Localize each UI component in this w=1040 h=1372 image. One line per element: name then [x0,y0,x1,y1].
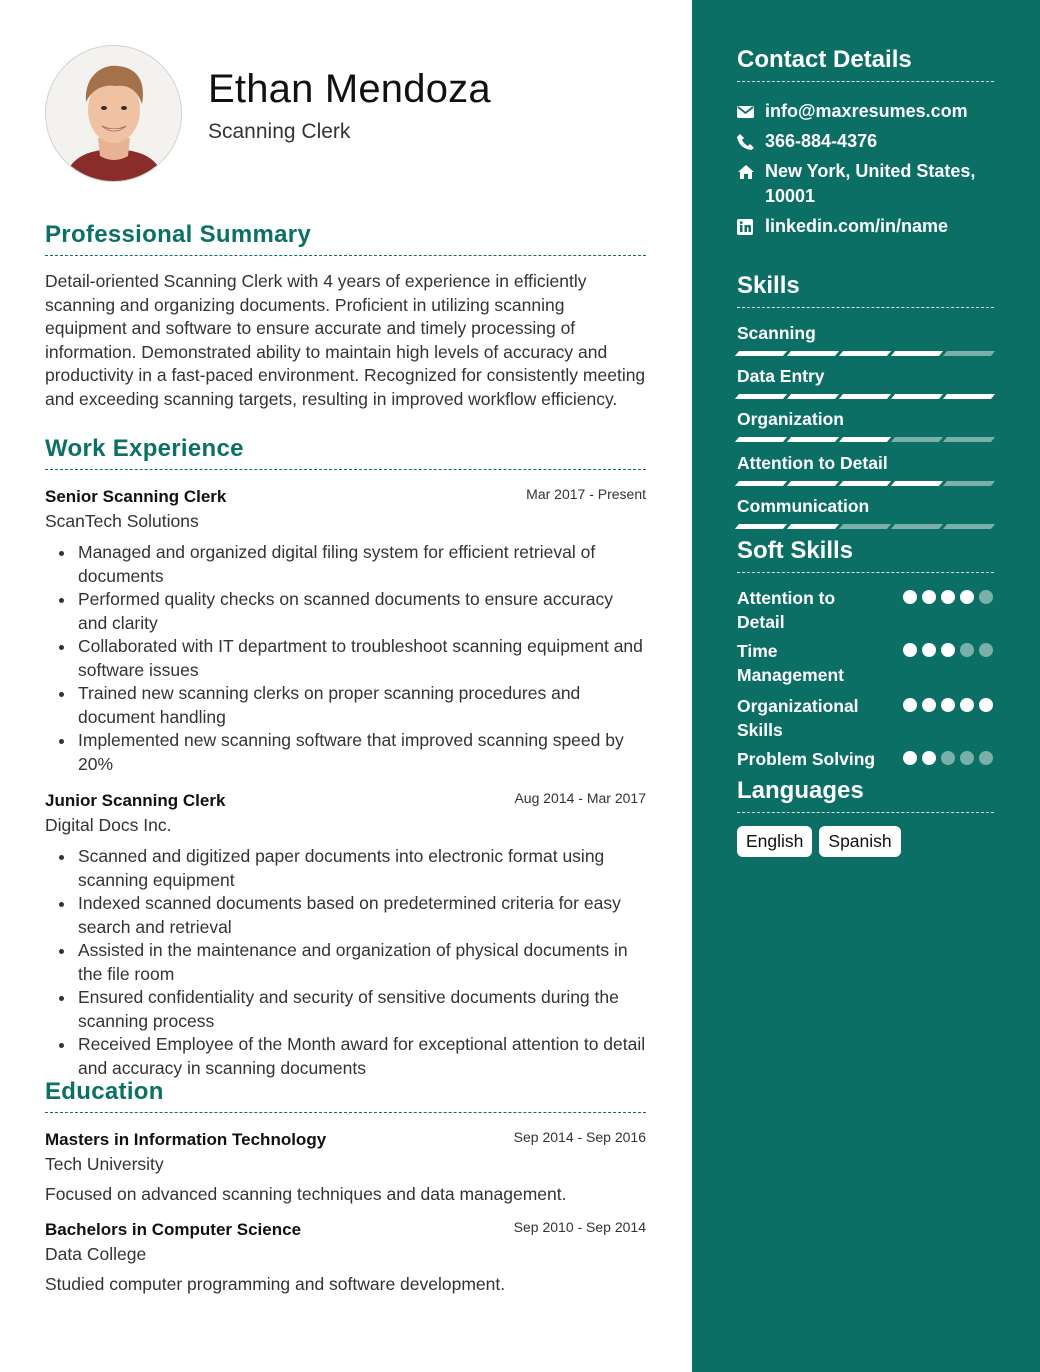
soft-skill-item [737,639,994,687]
skill-level-segment [891,437,943,442]
job-bullet: Scanned and digitized paper documents into electronic format using scanning equipment [45,845,646,892]
candidate-name: Ethan Mendoza [208,67,491,111]
education-description: Studied computer programming and software development. [45,1274,506,1294]
job-bullet: Implemented new scanning software that improved scanning speed by 20% [45,729,646,776]
skill-level-segment [735,437,787,442]
skill-item [737,365,994,399]
skill-level-segment [839,524,891,529]
linkedin-icon [737,219,755,235]
summary-text: Detail-oriented Scanning Clerk with 4 years of experience in efficiently scanning and organizing documents. Proficient in utilizing scanning equipment and software to ensure accurate and timely processing of information. Demonstrated ability to maintain high levels of accuracy and productivity in a fast-paced environment. Recognized for consistently meeting and exceeding scanning targets, resulting in improved workflow efficiency. [45,271,646,409]
job-bullets [45,845,646,1080]
phone-icon [737,134,755,150]
skill-level-segment [891,394,943,399]
skill-level-segment [787,524,839,529]
rating-dot [941,698,955,712]
languages-heading: Languages [737,777,994,813]
rating-dot [922,751,936,765]
skill-name: Data Entry [737,366,825,386]
skill-level-segment [787,437,839,442]
job-bullet: Indexed scanned documents based on predetermined criteria for easy search and retrieval [45,892,646,939]
skill-level-segment [787,481,839,486]
soft-skill-name: Organizational Skills [737,696,859,740]
soft-skill-rating [903,643,993,657]
skill-level-bar [737,394,994,399]
rating-dot [922,643,936,657]
soft-skill-item [737,747,994,771]
school: Data College [45,1244,147,1264]
rating-dot [903,698,917,712]
summary-heading: Professional Summary [45,221,646,256]
education-entry [45,1219,646,1296]
job-role: Junior Scanning Clerk [45,791,226,810]
job-bullet: Collaborated with IT department to troubleshoot scanning equipment and software issues [45,635,646,682]
skill-item [737,322,994,356]
skill-name: Scanning [737,323,816,343]
skill-level-bar [737,481,994,486]
rating-dot [922,698,936,712]
job-dates: Mar 2017 - Present [526,486,646,502]
address-text: New York, United States, 10001 [765,161,976,206]
language-badge: Spanish [819,826,900,857]
rating-dot [960,590,974,604]
contact-list [737,99,994,239]
education-description: Focused on advanced scanning techniques and data management. [45,1184,567,1204]
skill-level-segment [787,394,839,399]
skill-level-segment [943,351,995,356]
soft-skill-rating [903,590,993,604]
envelope-icon [737,104,755,120]
skill-level-segment [735,351,787,356]
rating-dot [960,643,974,657]
skill-level-segment [735,394,787,399]
job-bullet: Performed quality checks on scanned documents to ensure accuracy and clarity [45,588,646,635]
education-dates: Sep 2010 - Sep 2014 [513,1219,646,1235]
skill-level-segment [891,524,943,529]
sidebar [692,0,1040,1372]
soft-skill-rating [903,698,993,712]
language-badge: English [737,826,812,857]
job-bullet: Received Employee of the Month award for exceptional attention to detail and accuracy in scanning documents [45,1033,646,1080]
skill-level-segment [839,394,891,399]
rating-dot [941,751,955,765]
skill-level-segment [943,437,995,442]
education-heading: Education [45,1078,646,1113]
skills-heading: Skills [737,272,994,308]
skill-level-bar [737,437,994,442]
skill-level-segment [839,351,891,356]
linkedin-text: linkedin.com/in/name [765,216,949,236]
skill-level-segment [839,437,891,442]
skill-name: Communication [737,496,870,516]
contact-linkedin[interactable] [737,214,994,239]
rating-dot [922,590,936,604]
soft-skill-name: Problem Solving [737,749,876,769]
skill-level-bar [737,524,994,529]
soft-skills-heading: Soft Skills [737,537,994,573]
rating-dot [960,751,974,765]
soft-skill-item [737,694,994,742]
rating-dot [903,751,917,765]
rating-dot [979,698,993,712]
rating-dot [941,590,955,604]
job-bullet: Managed and organized digital filing system for efficient retrieval of documents [45,541,646,588]
skill-level-segment [943,481,995,486]
contact-phone[interactable] [737,129,994,154]
skill-level-bar [737,351,994,356]
resume-header [45,45,665,185]
skill-level-segment [839,481,891,486]
skill-level-segment [891,481,943,486]
candidate-title: Scanning Clerk [208,120,351,143]
job-bullet: Assisted in the maintenance and organization of physical documents in the file room [45,939,646,986]
job-company: ScanTech Solutions [45,511,199,531]
job-bullet: Trained new scanning clerks on proper scanning procedures and document handling [45,682,646,729]
soft-skill-item [737,586,994,634]
rating-dot [979,643,993,657]
contact-email[interactable] [737,99,994,124]
education-entry [45,1129,646,1206]
job-bullet: Ensured confidentiality and security of sensitive documents during the scanning process [45,986,646,1033]
skill-level-segment [943,524,995,529]
soft-skill-name: Attention to Detail [737,588,836,632]
school: Tech University [45,1154,164,1174]
soft-skill-name: Time Management [737,641,844,685]
skill-level-segment [735,481,787,486]
rating-dot [979,590,993,604]
skill-item [737,495,994,529]
job-entry [45,790,646,1080]
degree: Masters in Information Technology [45,1130,327,1149]
home-icon [737,164,755,180]
degree: Bachelors in Computer Science [45,1220,302,1239]
job-dates: Aug 2014 - Mar 2017 [514,790,646,806]
job-role: Senior Scanning Clerk [45,487,227,506]
rating-dot [960,698,974,712]
skill-level-segment [735,524,787,529]
contact-heading: Contact Details [737,46,994,82]
skill-name: Organization [737,409,844,429]
phone-text: 366-884-4376 [765,131,878,151]
skill-name: Attention to Detail [737,453,888,473]
rating-dot [903,643,917,657]
skill-item [737,408,994,442]
language-list [737,826,901,857]
profile-photo [46,46,182,182]
education-dates: Sep 2014 - Sep 2016 [513,1129,646,1145]
skill-level-segment [891,351,943,356]
job-bullets [45,541,646,776]
rating-dot [903,590,917,604]
email-text: info@maxresumes.com [765,101,968,121]
skill-level-segment [943,394,995,399]
experience-heading: Work Experience [45,435,646,470]
skill-level-segment [787,351,839,356]
rating-dot [941,643,955,657]
contact-address [737,159,994,209]
skill-item [737,452,994,486]
job-entry [45,486,646,776]
job-company: Digital Docs Inc. [45,815,172,835]
avatar [45,45,182,182]
rating-dot [979,751,993,765]
soft-skill-rating [903,751,993,765]
